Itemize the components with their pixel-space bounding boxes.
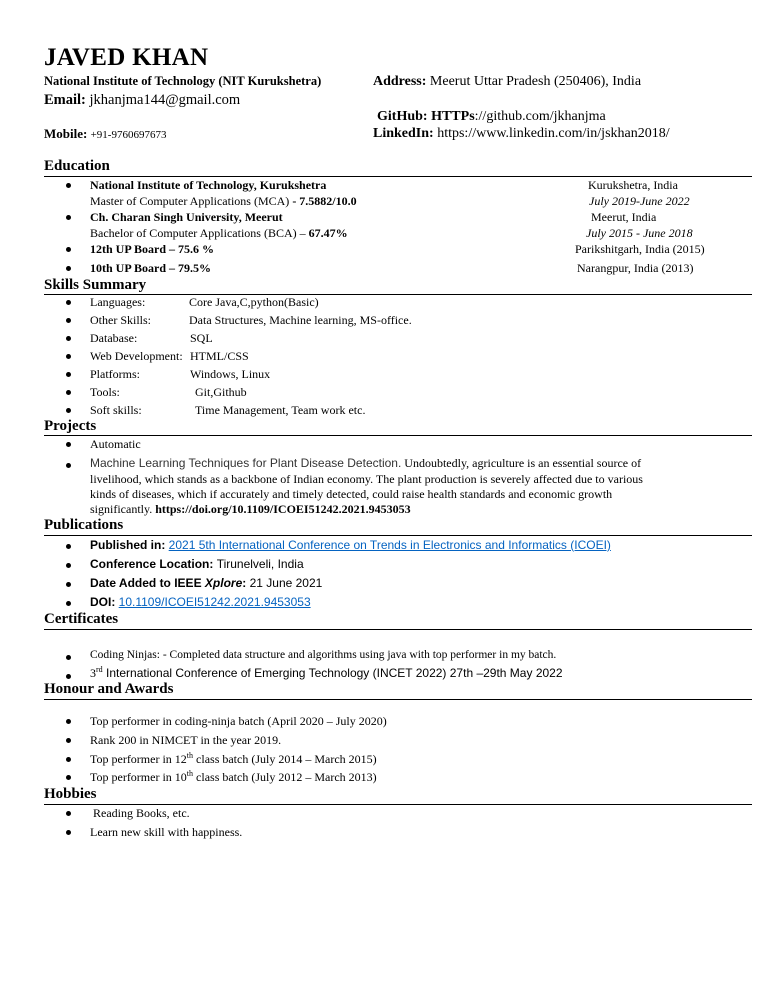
publication-doi: DOI: 10.1109/ICOEI51242.2021.9453053 xyxy=(90,595,311,609)
bullet xyxy=(66,563,71,568)
bullet xyxy=(66,738,71,743)
skill-label: Soft skills: xyxy=(90,403,142,417)
education-item-place: Meerut, India xyxy=(591,210,657,224)
education-item-place: Parikshitgarh, India (2015) xyxy=(575,242,705,256)
hobbies-divider xyxy=(44,804,752,805)
bullet xyxy=(66,318,71,323)
bullet xyxy=(66,582,71,587)
doi-link[interactable]: 10.1109/ICOEI51242.2021.9453053 xyxy=(118,595,311,609)
education-item-place: Kurukshetra, India xyxy=(588,178,678,192)
hobby-item: Learn new skill with happiness. xyxy=(90,825,243,839)
certificates-divider xyxy=(44,629,752,630)
institute: National Institute of Technology (NIT Kurukshetra) xyxy=(44,74,322,88)
address-line: Address: Meerut Uttar Pradesh (250406), India xyxy=(373,74,642,89)
bullet xyxy=(66,719,71,724)
project-desc-line: significantly. https://doi.org/10.1109/ICOEI51242.2021.9453053 xyxy=(90,502,411,516)
publications-heading: Publications xyxy=(44,517,124,533)
skill-value: SQL xyxy=(190,331,213,345)
publication-date: Date Added to IEEE Xplore: 21 June 2021 xyxy=(90,576,323,590)
skill-value: Core Java,C,python(Basic) xyxy=(189,295,319,309)
certificates-heading: Certificates xyxy=(44,611,119,627)
candidate-name: JAVED KHAN xyxy=(44,44,209,71)
skill-label: Tools: xyxy=(90,385,120,399)
education-item-detail: Bachelor of Computer Applications (BCA) – 67.47% xyxy=(90,226,348,240)
publications-divider xyxy=(44,535,752,536)
conference-link[interactable]: 2021 5th International Conference on Trends in Electronics and Informatics (ICOEI) xyxy=(168,538,611,552)
skills-heading: Skills Summary xyxy=(44,277,147,293)
skills-divider xyxy=(44,294,752,295)
skill-value: Time Management, Team work etc. xyxy=(195,403,366,417)
bullet xyxy=(66,811,71,816)
hobbies-heading: Hobbies xyxy=(44,786,97,802)
award-item: Top performer in 10th class batch (July 2012 – March 2013) xyxy=(90,769,377,784)
certificate-item: 3rd International Conference of Emerging Technology (INCET 2022) 27th –29th May 2022 xyxy=(90,665,563,680)
project-title: Machine Learning Techniques for Plant Disease Detection. xyxy=(90,456,402,470)
education-item-detail: Master of Computer Applications (MCA) - 7.5882/10.0 xyxy=(90,194,357,208)
bullet xyxy=(66,247,71,252)
project-item: Machine Learning Techniques for Plant Disease Detection. Undoubtedly, agriculture is an essential source of xyxy=(90,456,642,470)
certificate-item: Coding Ninjas: - Completed data structure and algorithms using java with top performer in my batch. xyxy=(90,649,557,661)
bullet xyxy=(66,300,71,305)
education-item-dates: July 2015 - June 2018 xyxy=(586,226,693,240)
bullet xyxy=(66,372,71,377)
skill-label: Platforms: xyxy=(90,367,140,381)
github-line: GitHub: HTTPs://github.com/jkhanjma xyxy=(377,109,606,124)
project-doi-link[interactable]: https://doi.org/10.1109/ICOEI51242.2021.9453053 xyxy=(155,502,411,516)
skill-value: HTML/CSS xyxy=(190,349,249,363)
award-item: Top performer in 12th class batch (July 2014 – March 2015) xyxy=(90,751,377,766)
email-line: Email: jkhanjma144@gmail.com xyxy=(44,92,241,108)
projects-divider xyxy=(44,435,752,436)
skill-value: Windows, Linux xyxy=(190,367,271,381)
awards-heading: Honour and Awards xyxy=(44,681,174,697)
bullet xyxy=(66,463,71,468)
bullet xyxy=(66,601,71,606)
project-item: Automatic xyxy=(90,437,141,451)
linkedin-link[interactable]: https://www.linkedin.com/in/jskhan2018/ xyxy=(437,126,670,141)
email-link[interactable]: jkhanjma144@gmail.com xyxy=(89,92,241,108)
bullet xyxy=(66,183,71,188)
education-item-name: National Institute of Technology, Kurukshetra xyxy=(90,178,327,192)
mobile-line: Mobile: +91-9760697673 xyxy=(44,126,167,141)
bullet xyxy=(66,544,71,549)
award-item: Rank 200 in NIMCET in the year 2019. xyxy=(90,733,282,747)
education-item-place: Narangpur, India (2013) xyxy=(577,261,694,275)
bullet xyxy=(66,757,71,762)
hobby-item: Reading Books, etc. xyxy=(90,806,190,820)
project-desc-line: kinds of diseases, which if accurately and timely detected, could raise health standards and economic growth xyxy=(90,487,613,501)
bullet xyxy=(66,408,71,413)
award-item: Top performer in coding-ninja batch (April 2020 – July 2020) xyxy=(90,714,387,728)
education-heading: Education xyxy=(44,158,110,174)
project-desc-line: livelihood, which stands as a backbone of Indian economy. The plant production is severely affected due to various xyxy=(90,472,643,486)
skill-label: Database: xyxy=(90,331,138,345)
education-item-name: 10th UP Board – 79.5% xyxy=(90,261,212,275)
bullet xyxy=(66,655,71,660)
skill-value: Data Structures, Machine learning, MS-office. xyxy=(189,313,412,327)
skill-label: Other Skills: xyxy=(90,313,152,327)
awards-divider xyxy=(44,699,752,700)
bullet xyxy=(66,442,71,447)
education-divider xyxy=(44,176,752,177)
publication-location: Conference Location: Tirunelveli, India xyxy=(90,557,304,571)
bullet xyxy=(66,390,71,395)
bullet xyxy=(66,830,71,835)
publication-published: Published in: 2021 5th International Conference on Trends in Electronics and Informatics (ICOEI) xyxy=(90,538,611,552)
bullet xyxy=(66,674,71,679)
bullet xyxy=(66,215,71,220)
skill-value: Git,Github xyxy=(195,385,247,399)
bullet xyxy=(66,266,71,271)
education-item-name: Ch. Charan Singh University, Meerut xyxy=(90,210,283,224)
education-item-name: 12th UP Board – 75.6 % xyxy=(90,242,215,256)
bullet xyxy=(66,336,71,341)
education-item-dates: July 2019-June 2022 xyxy=(589,194,690,208)
github-link[interactable]: HTTPs://github.com/jkhanjma xyxy=(431,109,606,124)
bullet xyxy=(66,354,71,359)
projects-heading: Projects xyxy=(44,418,97,434)
linkedin-line: LinkedIn: https://www.linkedin.com/in/jskhan2018/ xyxy=(373,126,670,141)
skill-label: Web Development: xyxy=(90,349,183,363)
bullet xyxy=(66,775,71,780)
skill-label: Languages: xyxy=(90,295,146,309)
